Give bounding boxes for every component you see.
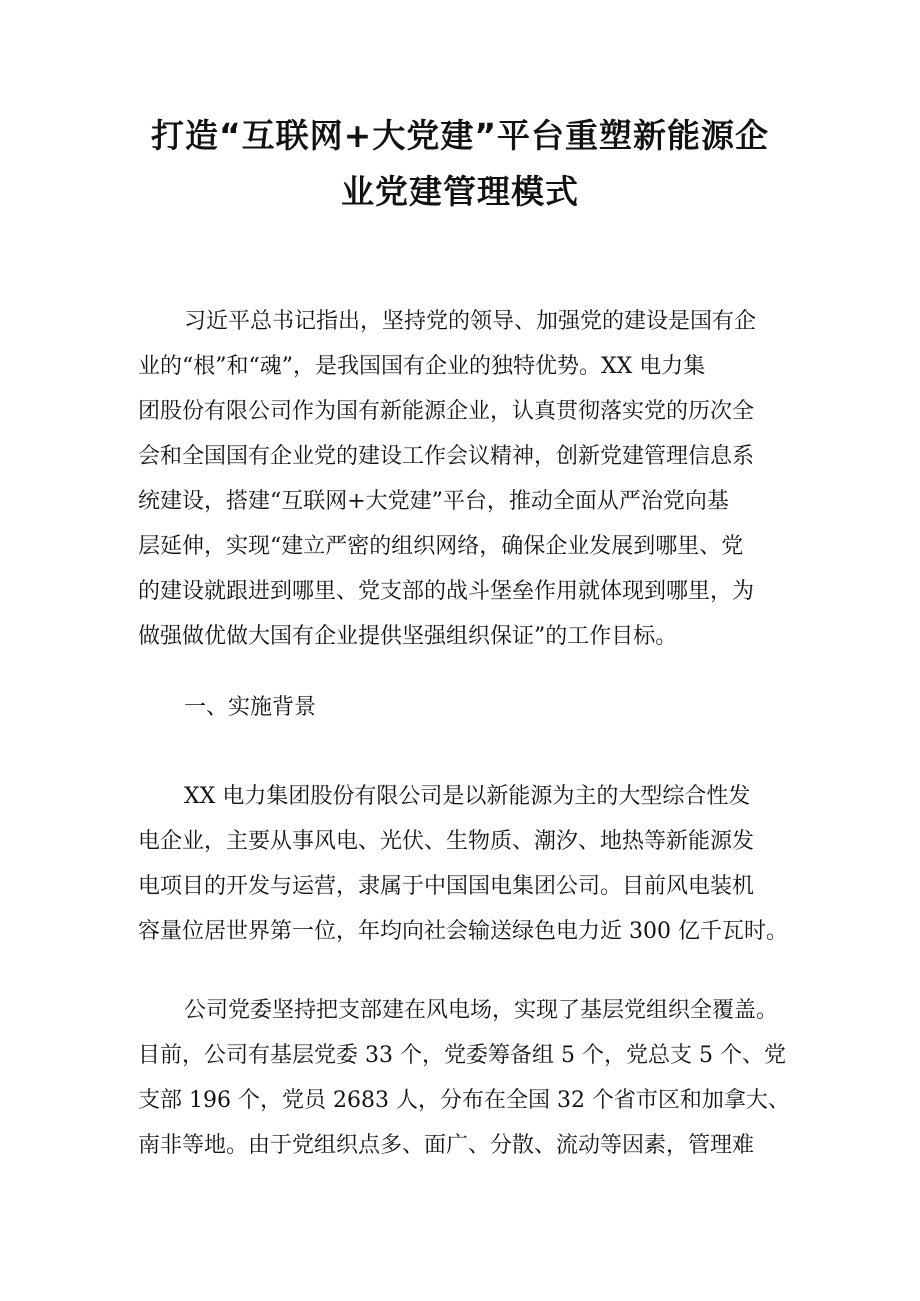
section-heading (138, 685, 788, 730)
document-title (0, 108, 920, 220)
text-line: 会和全国国有企业党的建设工作会议精神，创新党建管理信息系 (138, 444, 755, 469)
text-line: XX 电力集团股份有限公司是以新能源为主的大型综合性发 (184, 784, 751, 809)
paragraph-background (138, 774, 788, 954)
text-line: 业的“根”和“魂”，是我国国有企业的独特优势。XX 电力集 (138, 354, 706, 379)
paragraph-intro (138, 299, 788, 659)
text-line: 做强做优做大国有企业提供坚强组织保证”的工作目标。 (138, 624, 678, 649)
text-line: 团股份有限公司作为国有新能源企业，认真贯彻落实党的历次全 (138, 399, 755, 424)
paragraph-organization (138, 988, 788, 1168)
text-line: 习近平总书记指出，坚持党的领导、加强党的建设是国有企 (184, 309, 757, 334)
heading-line: 一、实施背景 (184, 695, 317, 720)
title-line: 打造“互联网+大党建”平台重塑新能源企 (150, 116, 770, 155)
title-line: 业党建管理模式 (341, 172, 579, 211)
text-line: 层延伸，实现“建立严密的组织网络，确保企业发展到哪里、党 (138, 534, 744, 559)
text-line: 统建设，搭建“互联网+大党建”平台，推动全面从严治党向基 (138, 489, 729, 514)
text-line: 的建设就跟进到哪里、党支部的战斗堡垒作用就体现到哪里，为 (138, 579, 755, 604)
text-line: 公司党委坚持把支部建在风电场，实现了基层党组织全覆盖。 (184, 998, 779, 1023)
text-line: 支部 196 个，党员 2683 人，分布在全国 32 个省市区和加拿大、 (138, 1088, 790, 1113)
text-line: 电项目的开发与运营，隶属于中国国电集团公司。目前风电装机 (138, 874, 755, 899)
text-line: 目前，公司有基层党委 33 个，党委筹备组 5 个，党总支 5 个、党 (138, 1043, 786, 1068)
text-line: 南非等地。由于党组织点多、面广、分散、流动等因素，管理难 (138, 1133, 755, 1158)
text-line: 电企业，主要从事风电、光伏、生物质、潮汐、地热等新能源发 (138, 829, 755, 854)
text-line: 容量位居世界第一位，年均向社会输送绿色电力近 300 亿千瓦时。 (138, 919, 788, 944)
